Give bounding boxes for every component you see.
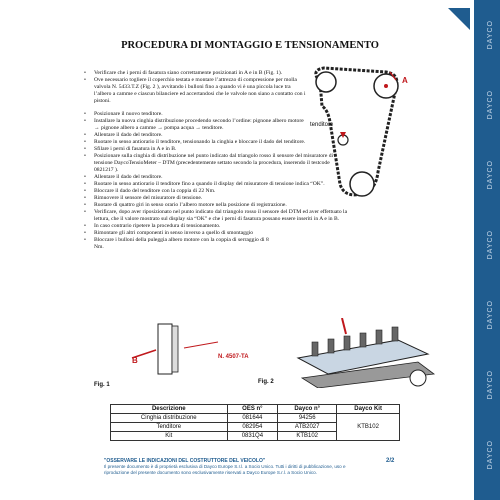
- watermark-text: DAYCO: [487, 20, 494, 50]
- timing-mark: [384, 84, 388, 88]
- col-header: OES n°: [227, 405, 278, 414]
- col-header: Dayco n°: [278, 405, 337, 414]
- watermark-text: DAYCO: [487, 370, 494, 400]
- step-item: • Rimontare gli altri componenti in senso inverso a quello di smontaggio: [84, 230, 274, 237]
- col-header: Dayco Kit: [337, 405, 400, 414]
- page-number: 2/2: [386, 458, 395, 464]
- step-item: • Installare la nuova cinghia distribuzione procedendo secondo l’ordine: pignone albero motore → pignone albero a camme → pompa acqua → tenditore.: [84, 118, 309, 132]
- table-cell: 0831Q4: [227, 432, 278, 441]
- table-cell: KTB102: [278, 432, 337, 441]
- step-item: • Ruotare in senso antiorario il tenditore, tensionando la cinghia e bloccare il dado del tenditore.: [84, 139, 384, 146]
- step-item: • Bloccare il dado del tenditore con la coppia di 22 Nm.: [84, 188, 384, 195]
- footer: [104, 458, 394, 476]
- watermark-text: DAYCO: [487, 90, 494, 120]
- timing-pin: [158, 324, 172, 374]
- parts-table: [110, 404, 400, 441]
- watermark-text: DAYCO: [487, 300, 494, 330]
- watermark-text: DAYCO: [487, 440, 494, 470]
- step-item: • Ove necessario togliere il coperchio testata e montare l’attrezzo di compressione per molla valvola N. 5433.T.Z (Fig. 2 ), avvitando i bulloni fino a quando vi è una piccola luce tra l’albero a camme e ciascun bilanciere ed accertandosi che le valvole non siano a contatto con i pistoni.: [84, 77, 309, 105]
- table-cell: Kit: [111, 432, 228, 441]
- watermark-text: DAYCO: [487, 160, 494, 190]
- footer-line: Il presente documento è di proprietà esclusiva di Dayco Europe S.r.l. a Socio Unico. Tutti i diritti di pubblicazione, uso e: [104, 464, 346, 469]
- table-header-row: [111, 405, 400, 414]
- table-cell: 081644: [227, 414, 278, 423]
- table-cell: Tenditore: [111, 423, 228, 432]
- step-item: • Allentare il dado del tenditore.: [84, 174, 384, 181]
- crankshaft-pulley: [350, 172, 374, 196]
- step-item: • Sfilare i perni di fasatura in A e in B.: [84, 146, 384, 153]
- footer-line: riproduzione del presente documento sono esclusivamente riservati a Dayco Europe S.r.l. a Socio Unico.: [104, 470, 317, 475]
- table-cell: 94256: [278, 414, 337, 423]
- camshaft-pulley: [316, 72, 336, 92]
- step-item: • Posizionare il nuovo tenditore.: [84, 111, 309, 118]
- step-item: • Rimuovere il sensore del misuratore di tensione.: [84, 195, 384, 202]
- step-item: • Verificare che i perni di fasatura siano correttamente posizionati in A e in B (Fig. 1).: [84, 70, 309, 77]
- col-header: Descrizione: [111, 405, 228, 414]
- step-item: • Allentare il dado del tenditore.: [84, 132, 384, 139]
- kit-cell: KTB102: [337, 414, 400, 441]
- pulley: [410, 370, 426, 386]
- page-title: PROCEDURA DI MONTAGGIO E TENSIONAMENTO: [121, 40, 379, 51]
- table-cell: Cinghia distribuzione: [111, 414, 228, 423]
- label-b: B: [132, 356, 138, 365]
- step-item: • Bloccare i bulloni della puleggia albero motore con la coppia di serraggio di 8 Nm.: [84, 237, 274, 251]
- label-tenditore: tenditore: [310, 122, 334, 128]
- figure-2-caption: Fig. 2: [258, 379, 274, 385]
- table-cell: ATB2027: [278, 423, 337, 432]
- figure-1-diagram: [128, 320, 238, 380]
- red-arrow: [342, 318, 346, 334]
- step-item: • Posizionare sulla cinghia di distribuzione nel punto indicato dal triangolo rosso il sensore del misuratore di tensione DaycoTensioMeter – DTM (precedentemente settato secondo la procedura, inserendo il testcode 0821217 ).: [84, 153, 344, 174]
- label-a: A: [402, 76, 408, 85]
- step-item: • Ruotare in senso antiorario il tenditore fino a quando il display del misuratore di tensione indica “OK”.: [84, 181, 384, 188]
- watermark-text: DAYCO: [487, 230, 494, 260]
- corner-logo: [448, 8, 470, 30]
- figure-2-diagram: [288, 318, 438, 388]
- table-cell: 082954: [227, 423, 278, 432]
- step-item: • Verificare, dopo aver riposizionato nel punto indicato dal triangolo rosso il sensore del DTM ed aver effettuato la lettura, che il valore mostrato sul display sia “OK” e che i perni di fasatura possano essere inseriti in A e in B.: [84, 209, 354, 223]
- step-item: • Ruotare di quattro giri in senso orario l’albero motore nella posizione di registrazione.: [84, 202, 384, 209]
- figure-1-caption: Fig. 1: [94, 382, 110, 388]
- leader-line: [184, 342, 218, 348]
- step-item: • In caso contrario ripetere la procedura di tensionamento.: [84, 223, 384, 230]
- belt-routing-diagram: [300, 62, 410, 207]
- tool-body: [172, 326, 178, 372]
- table-row: [111, 414, 400, 423]
- footer-heading: "OSSERVARE LE INDICAZIONI DEL COSTRUTTORE DEL VEICOLO": [104, 458, 266, 464]
- brand-side-strip: [474, 0, 500, 500]
- tool-number: N. 4507-TA: [218, 354, 249, 360]
